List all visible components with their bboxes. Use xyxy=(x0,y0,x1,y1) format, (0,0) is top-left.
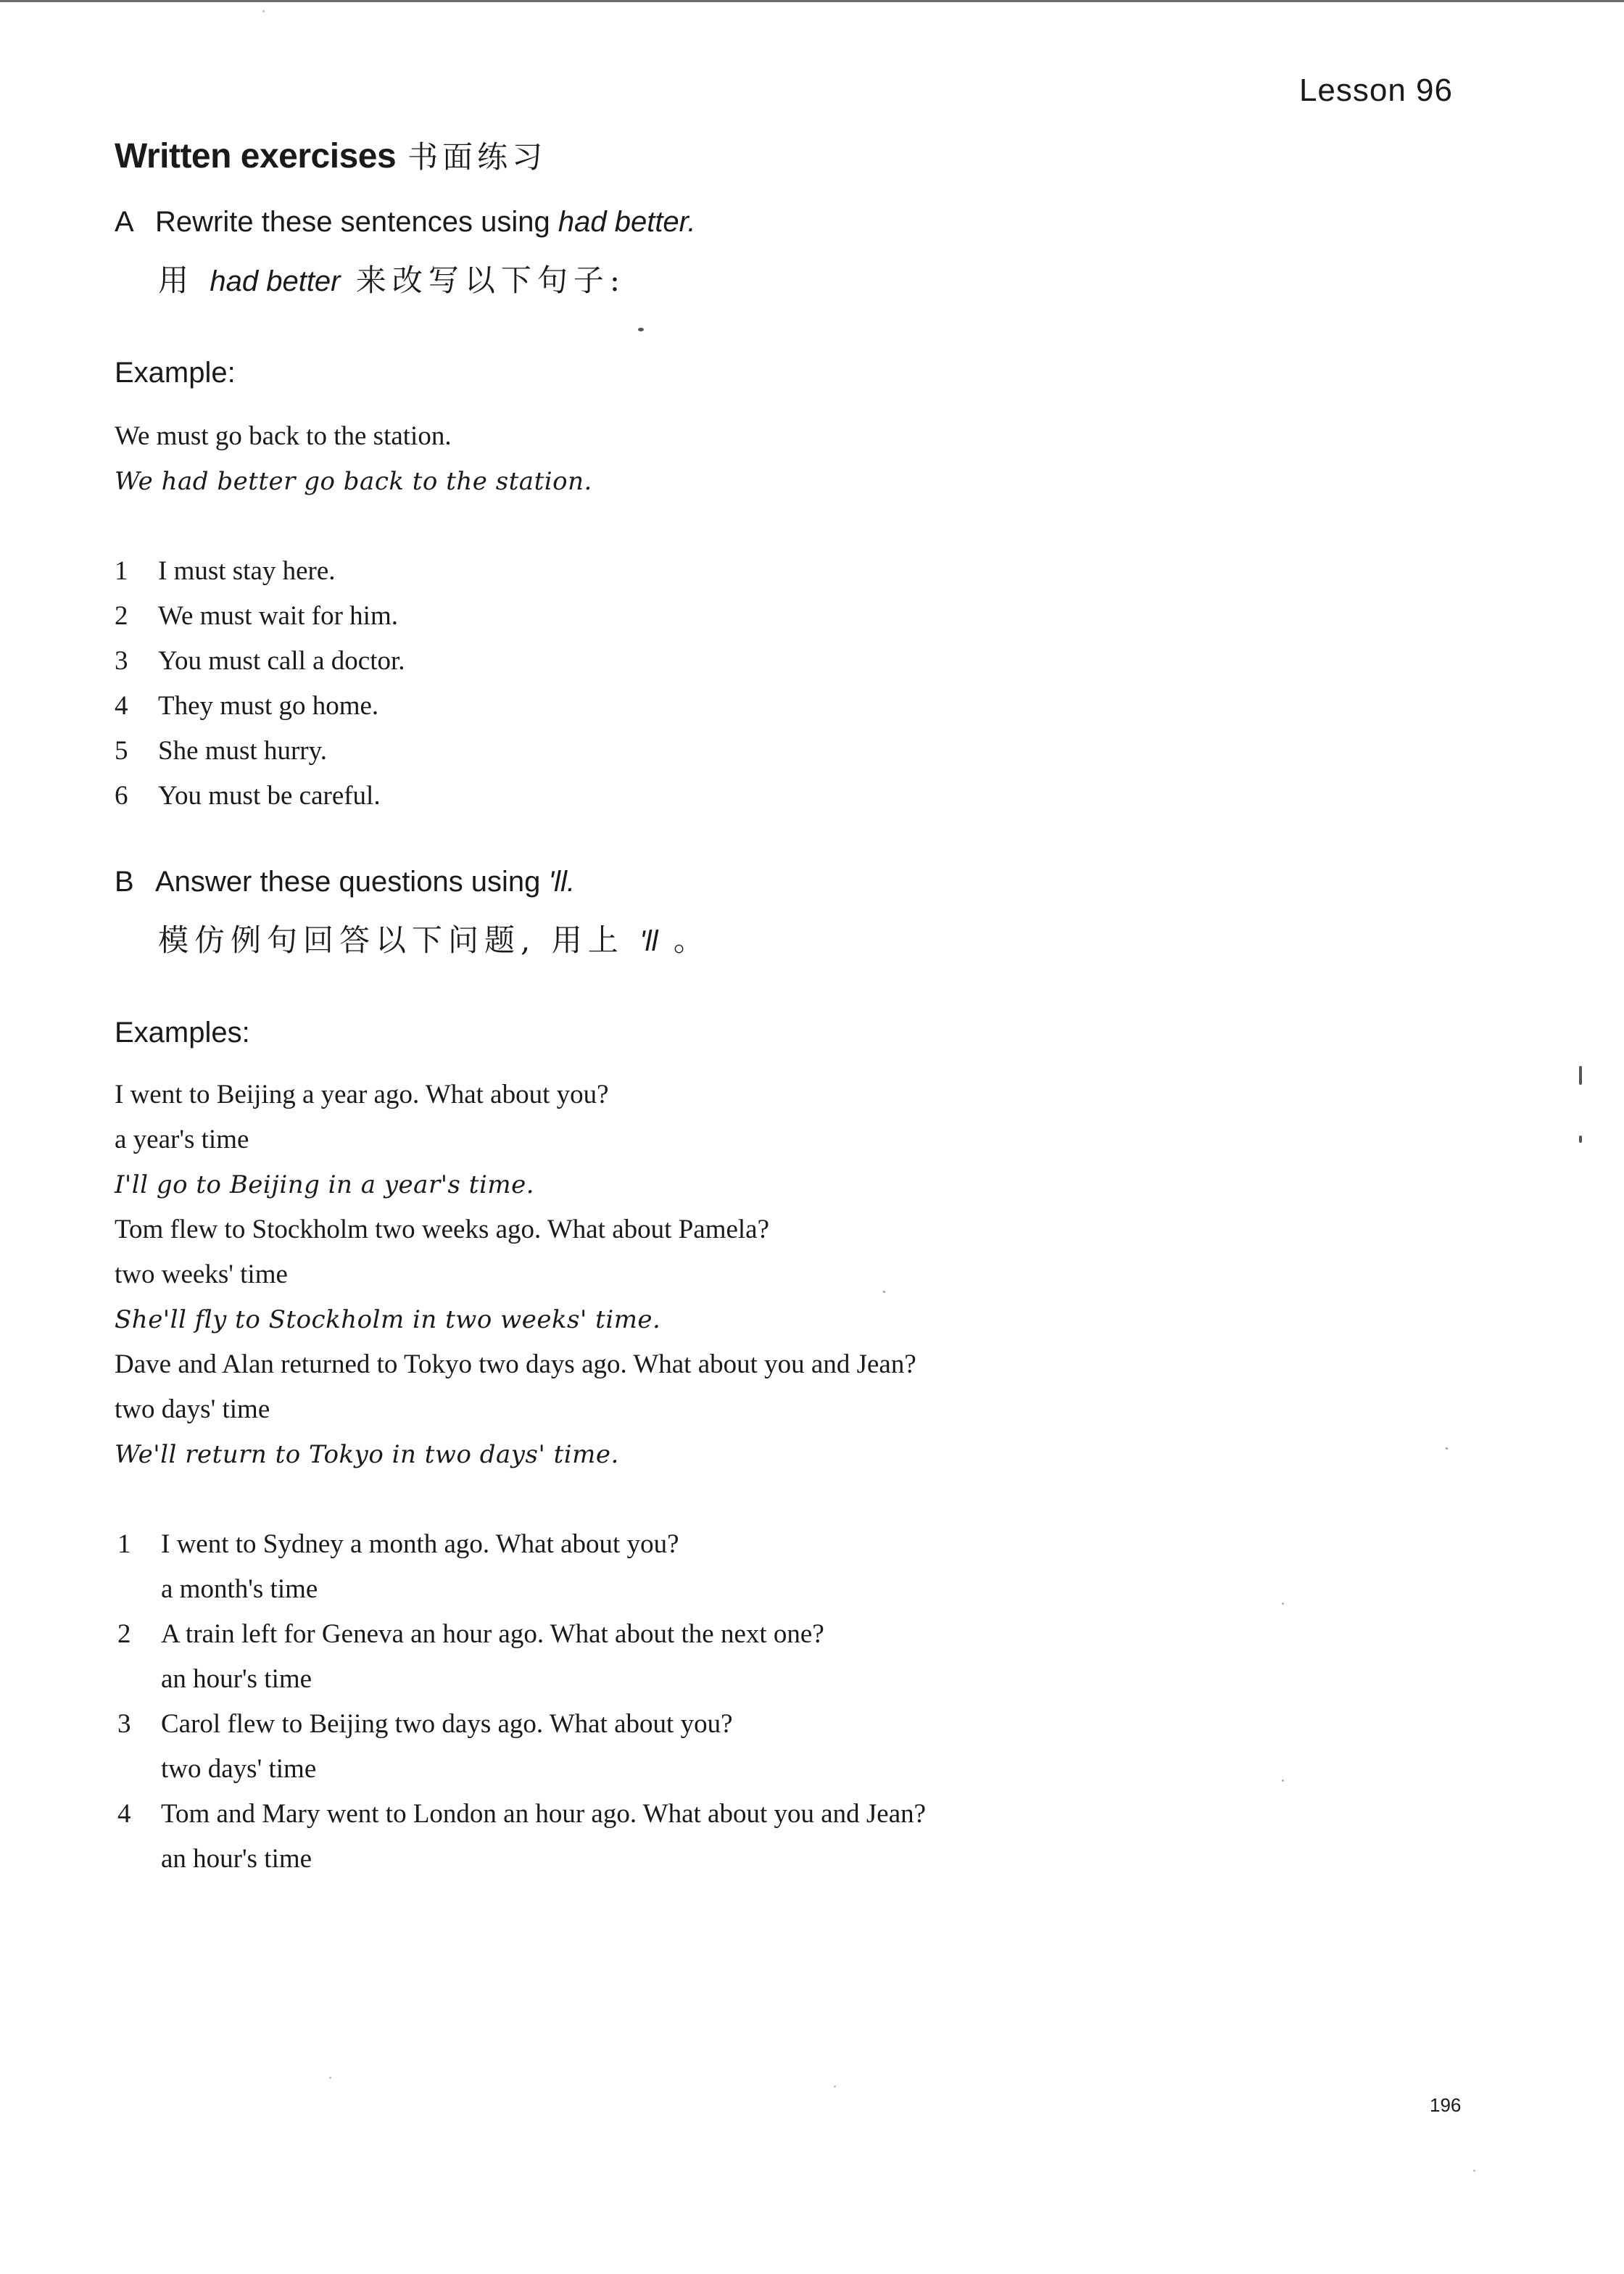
item-number: 2 xyxy=(115,601,128,631)
exercise-a-cn-prefix: 用 xyxy=(158,262,210,298)
item-number: 2 xyxy=(117,1619,131,1649)
scan-speck xyxy=(1446,1447,1448,1450)
item-number: 6 xyxy=(115,781,128,811)
section-title xyxy=(115,133,547,177)
exercise-b-instruction-text: Answer these questions using xyxy=(155,866,549,898)
item-text: You must be careful. xyxy=(158,781,381,811)
scan-speck xyxy=(1282,1603,1284,1605)
exercise-b-instruction-em: 'll. xyxy=(548,866,576,898)
section-title-cn: 书面练习 xyxy=(407,139,547,175)
exercise-a-example-question: We must go back to the station. xyxy=(115,421,452,451)
item-text: She must hurry. xyxy=(158,736,327,766)
scan-mark xyxy=(1579,1136,1582,1143)
item-text: We must wait for him. xyxy=(158,601,398,631)
exercise-a-letter: A xyxy=(115,206,134,238)
item-number: 1 xyxy=(117,1529,131,1559)
scan-speck xyxy=(638,328,644,331)
item-number: 3 xyxy=(117,1709,131,1739)
example-question: Dave and Alan returned to Tokyo two days ago. What about you and Jean? xyxy=(115,1349,916,1379)
exercise-a-example-answer: We had better go back to the station. xyxy=(115,467,592,496)
exercise-a-instruction-text: Rewrite these sentences using xyxy=(155,206,558,238)
exercise-b-instruction xyxy=(115,866,575,898)
scan-mark xyxy=(1579,1066,1582,1085)
exercise-a-instruction-cn xyxy=(158,257,626,300)
exercise-a-instruction-em: had better. xyxy=(558,206,696,238)
exercise-b-cn-prefix: 模仿例句回答以下问题, 用上 xyxy=(158,922,640,958)
scan-speck xyxy=(1473,2170,1475,2172)
exercise-a-cn-suffix: 来改写以下句子: xyxy=(340,262,626,298)
item-number: 4 xyxy=(115,691,128,721)
list-item xyxy=(115,555,336,587)
scan-speck xyxy=(883,1291,885,1293)
item-number: 3 xyxy=(115,646,128,676)
lesson-label: Lesson 96 xyxy=(1298,73,1453,108)
list-item xyxy=(115,645,405,677)
item-cue: an hour's time xyxy=(161,1844,312,1874)
exercise-b-example-label: Examples: xyxy=(115,1017,250,1049)
list-item xyxy=(117,1798,926,1829)
exercise-b-instruction-cn xyxy=(158,917,710,960)
item-text: They must go home. xyxy=(158,691,379,721)
item-number: 5 xyxy=(115,736,128,766)
scan-speck xyxy=(329,2077,331,2079)
exercise-a-example-label: Example: xyxy=(115,357,236,389)
example-question: Tom flew to Stockholm two weeks ago. What about Pamela? xyxy=(115,1215,770,1244)
item-question: Tom and Mary went to London an hour ago. What about you and Jean? xyxy=(161,1799,927,1829)
item-text: You must call a doctor. xyxy=(158,646,405,676)
item-cue: a month's time xyxy=(161,1574,318,1604)
item-cue: an hour's time xyxy=(161,1664,312,1694)
item-number: 1 xyxy=(115,556,128,586)
list-item xyxy=(115,690,378,722)
list-item xyxy=(115,600,398,632)
example-cue: two weeks' time xyxy=(115,1260,288,1289)
list-item xyxy=(115,735,327,766)
example-answer: We'll return to Tokyo in two days' time. xyxy=(115,1440,619,1469)
example-answer: I'll go to Beijing in a year's time. xyxy=(115,1170,534,1199)
item-number: 4 xyxy=(117,1799,131,1829)
exercise-b-letter: B xyxy=(115,866,134,898)
scan-speck xyxy=(262,10,265,12)
exercise-a-instruction xyxy=(115,206,696,239)
item-cue: two days' time xyxy=(161,1754,317,1784)
item-text: I must stay here. xyxy=(158,556,336,586)
list-item xyxy=(115,780,381,811)
exercise-a-cn-em: had better xyxy=(210,265,341,297)
item-question: A train left for Geneva an hour ago. What about the next one? xyxy=(161,1619,824,1649)
example-answer: She'll fly to Stockholm in two weeks' time. xyxy=(115,1305,661,1334)
page-number: 196 xyxy=(1430,2094,1462,2116)
example-cue: a year's time xyxy=(115,1125,249,1154)
list-item xyxy=(117,1708,733,1740)
list-item xyxy=(117,1618,824,1650)
exercise-b-cn-em: 'll xyxy=(639,925,658,957)
scan-speck xyxy=(834,2085,836,2088)
list-item xyxy=(117,1529,679,1560)
example-question: I went to Beijing a year ago. What about you? xyxy=(115,1080,609,1109)
scan-speck xyxy=(1282,1779,1284,1782)
exercise-b-cn-suffix: 。 xyxy=(658,922,710,958)
item-question: I went to Sydney a month ago. What about you? xyxy=(161,1529,679,1559)
example-cue: two days' time xyxy=(115,1394,270,1424)
scan-top-edge xyxy=(0,0,1624,2)
section-title-en: Written exercises xyxy=(115,137,397,175)
item-question: Carol flew to Beijing two days ago. What about you? xyxy=(161,1709,733,1739)
